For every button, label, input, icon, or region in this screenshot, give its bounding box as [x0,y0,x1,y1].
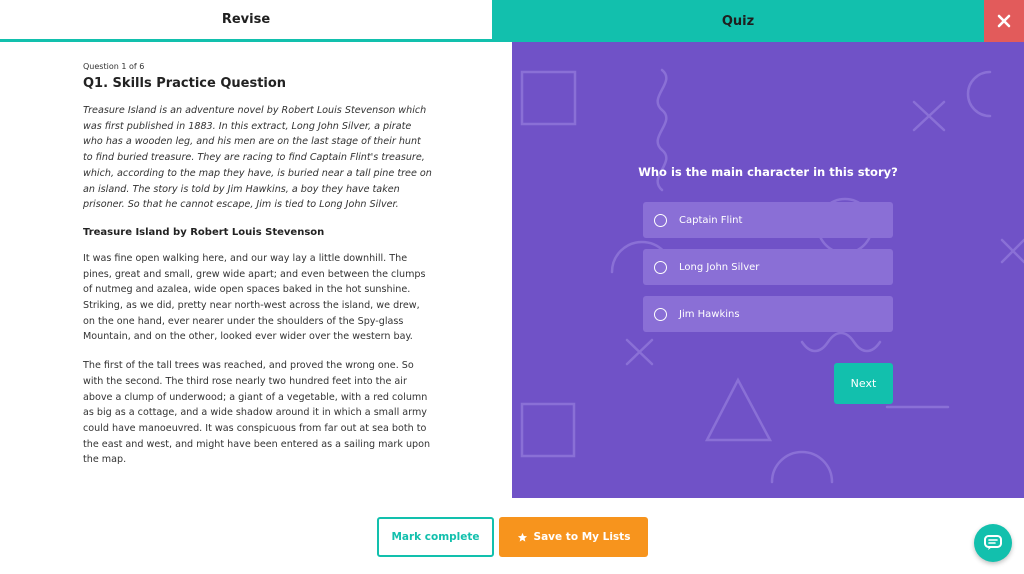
close-icon [997,14,1011,28]
next-button[interactable]: Next [834,363,893,404]
answer-option[interactable] [643,296,893,332]
quiz-panel [512,42,1024,498]
answer-option-label: Long John Silver [679,261,760,273]
tab-quiz[interactable] [492,0,984,42]
answer-option-label: Jim Hawkins [679,308,740,320]
answer-option[interactable] [643,249,893,285]
radio-button-icon[interactable] [654,308,667,321]
star-icon [517,532,528,543]
question-counter: Question 1 of 6 [83,62,145,71]
tab-revise[interactable] [0,0,492,42]
chat-button[interactable] [974,524,1012,562]
revise-panel [83,62,433,468]
tab-revise-label: Revise [221,12,271,27]
mark-complete-button[interactable]: Mark complete [377,517,494,557]
header-tabs [0,0,1024,42]
answer-option-label: Captain Flint [679,214,743,226]
extract-intro: Treasure Island is an adventure novel by Robert Louis Stevenson which was first published in 1883. In this extract, Long John Silver, a pirate who has a wooden leg, and his men are on the last stage of their hunt to find buried treasure. They are racing to find Captain Flint's treasure, which, according to the map they have, is buried near a tall pine tree on an island. The story is told by Jim Hawkins, a boy they have taken prisoner. So that he cannot escape, Jim is tied to Long John Silver. [83,105,432,211]
question-title: Q1. Skills Practice Question [83,76,287,91]
extract-paragraph: The first of the tall trees was reached, and proved the wrong one. So with the second. The third rose nearly two hundred feet into the air above a clump of underwood; a giant of a vegetable, with a red column as big as a cottage, and a wide shadow around it in which a small army could have manoeuvred. It was conspicuous from far out at sea both to the east and west, and might have been entered as a sailing mark upon the map. [83,360,431,466]
close-button[interactable] [984,0,1024,42]
save-to-my-lists-button[interactable] [499,517,648,557]
extract-title: Treasure Island by Robert Louis Stevenson [83,226,325,238]
extract-paragraph: It was fine open walking here, and our way lay a little downhill. The pines, great and small, grew wide apart; and even between the clumps of nutmeg and azalea, wide open spaces baked in the hot sunshine. Striking, as we did, pretty near north-west across the island, we drew, on the one hand, ever nearer under the shoulders of the Spy-glass Mountain, and on the other, looked ever wider over the western bay. [83,252,426,343]
quiz-question: Who is the main character in this story? [638,165,898,179]
answer-option[interactable] [643,202,893,238]
tab-quiz-label: Quiz [721,13,755,29]
radio-button-icon[interactable] [654,261,667,274]
save-to-my-lists-label: Save to My Lists [533,531,631,543]
radio-button-icon[interactable] [654,214,667,227]
chat-icon [984,535,1002,551]
